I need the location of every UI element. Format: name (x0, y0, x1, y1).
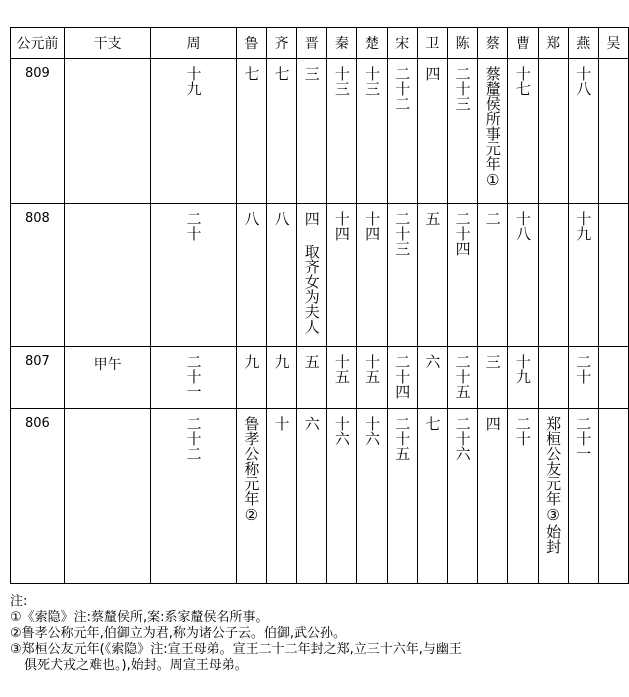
cell-text: 十九 (513, 354, 532, 384)
note-line: ①《索隐》注:蔡釐侯所,案:系家釐侯名所事。 (10, 610, 269, 625)
cell-text: 二十三 (393, 211, 412, 256)
cell-text: 八 (272, 211, 291, 226)
cell-text: 二十 (513, 416, 532, 446)
state-cell (357, 204, 387, 347)
cell-text: 四 取齐女为夫人 (302, 211, 321, 334)
cell-text: 十四 (363, 211, 382, 241)
cell-text: 五 (423, 211, 442, 226)
cell-text: 二十 (184, 211, 203, 241)
cell-text: 十九 (184, 66, 203, 96)
state-cell (266, 347, 296, 409)
state-cell (478, 204, 508, 347)
state-cell (508, 409, 538, 584)
state-cell (568, 59, 598, 204)
state-cell (448, 347, 478, 409)
footnotes (10, 594, 622, 674)
state-cell (508, 204, 538, 347)
note-line: 俱死犬戎之难也。),始封。周宣王母弟。 (24, 658, 248, 673)
state-cell (151, 59, 237, 204)
cell-text: 鲁孝公称元年② (242, 416, 261, 524)
cell-text: 十五 (363, 354, 382, 384)
state-cell (508, 347, 538, 409)
state-cell (478, 409, 508, 584)
state-cell (448, 409, 478, 584)
cell-text: 三 (483, 354, 502, 369)
ganzhi-cell (65, 204, 151, 347)
state-cell (357, 347, 387, 409)
cell-text: 八 (242, 211, 261, 226)
ganzhi-cell (65, 59, 151, 204)
state-cell (448, 59, 478, 204)
state-cell (478, 347, 508, 409)
cell-text: 十三 (332, 66, 351, 96)
column-header: 晋 (297, 28, 327, 59)
state-cell (297, 347, 327, 409)
cell-text: 二十四 (393, 354, 412, 399)
state-cell (538, 347, 568, 409)
notes-title: 注: (10, 594, 28, 609)
state-cell (598, 204, 628, 347)
cell-text: 六 (302, 416, 321, 431)
cell-text: 二十六 (453, 416, 472, 461)
column-header: 周 (151, 28, 237, 59)
ganzhi-cell: 甲午 (65, 347, 151, 409)
state-cell (297, 204, 327, 347)
column-header: 蔡 (478, 28, 508, 59)
state-cell (327, 409, 357, 584)
state-cell (151, 347, 237, 409)
column-header: 吴 (598, 28, 628, 59)
state-cell (236, 347, 266, 409)
column-header: 卫 (417, 28, 447, 59)
state-cell (568, 409, 598, 584)
cell-text: 二十 (574, 354, 593, 384)
column-header: 楚 (357, 28, 387, 59)
column-header: 秦 (327, 28, 357, 59)
state-cell (538, 409, 568, 584)
cell-text: 二十一 (184, 354, 203, 399)
cell-text: 六 (423, 354, 442, 369)
column-header: 燕 (568, 28, 598, 59)
cell-text: 七 (423, 416, 442, 431)
cell-text: 二十五 (453, 354, 472, 399)
table-row (11, 409, 629, 584)
ganzhi-cell (65, 409, 151, 584)
cell-text: 七 (242, 66, 261, 81)
state-cell (478, 59, 508, 204)
table-row (11, 59, 629, 204)
cell-text: 十三 (363, 66, 382, 96)
state-cell (417, 347, 447, 409)
state-cell (236, 59, 266, 204)
table-row (11, 347, 629, 409)
state-cell (598, 347, 628, 409)
state-cell (568, 347, 598, 409)
table-row (11, 204, 629, 347)
state-cell (266, 409, 296, 584)
column-header: 干支 (65, 28, 151, 59)
cell-text: 二十三 (453, 66, 472, 111)
cell-text: 二十二 (184, 416, 203, 461)
state-cell (266, 204, 296, 347)
column-header: 陈 (448, 28, 478, 59)
column-header: 曹 (508, 28, 538, 59)
cell-text: 七 (272, 66, 291, 81)
cell-text: 四 (423, 66, 442, 81)
state-cell (387, 409, 417, 584)
column-header: 齐 (266, 28, 296, 59)
cell-text: 十六 (332, 416, 351, 446)
state-cell (357, 59, 387, 204)
year-cell: 809 (11, 59, 65, 204)
cell-text: 十八 (574, 66, 593, 96)
state-cell (417, 409, 447, 584)
cell-text: 二十二 (393, 66, 412, 111)
state-cell (387, 204, 417, 347)
state-cell (417, 204, 447, 347)
state-cell (598, 409, 628, 584)
cell-text: 四 (483, 416, 502, 431)
cell-text: 二十一 (574, 416, 593, 461)
state-cell (266, 59, 296, 204)
header-row (11, 28, 629, 59)
state-cell (327, 59, 357, 204)
state-cell (151, 409, 237, 584)
state-cell (236, 204, 266, 347)
column-header: 公元前 (11, 28, 65, 59)
cell-text: 十 (272, 416, 291, 431)
state-cell (538, 59, 568, 204)
cell-text: 三 (302, 66, 321, 81)
note-line: ②鲁孝公称元年,伯御立为君,称为诸公子云。伯御,武公孙。 (10, 626, 347, 641)
state-cell (448, 204, 478, 347)
state-cell (151, 204, 237, 347)
year-cell: 807 (11, 347, 65, 409)
state-cell (236, 409, 266, 584)
cell-text: 二十四 (453, 211, 472, 256)
cell-text: 蔡釐侯所事元年① (483, 66, 502, 189)
state-cell (327, 347, 357, 409)
state-cell (357, 409, 387, 584)
state-cell (327, 204, 357, 347)
cell-text: 十四 (332, 211, 351, 241)
state-cell (417, 59, 447, 204)
state-cell (568, 204, 598, 347)
chronology-table (10, 27, 629, 584)
cell-text: 二十五 (393, 416, 412, 461)
cell-text: 五 (302, 354, 321, 369)
year-cell: 808 (11, 204, 65, 347)
state-cell (508, 59, 538, 204)
cell-text: 九 (272, 354, 291, 369)
column-header: 宋 (387, 28, 417, 59)
state-cell (538, 204, 568, 347)
state-cell (598, 59, 628, 204)
state-cell (297, 409, 327, 584)
cell-text: 九 (242, 354, 261, 369)
cell-text: 十五 (332, 354, 351, 384)
cell-text: 十六 (363, 416, 382, 446)
cell-text: 十七 (513, 66, 532, 96)
column-header: 郑 (538, 28, 568, 59)
note-line: ③郑桓公友元年(《索隐》注:宣王母弟。宣王二十二年封之郑,立三十六年,与幽王 (10, 642, 462, 657)
state-cell (297, 59, 327, 204)
year-cell: 806 (11, 409, 65, 584)
cell-text: 郑桓公友元年③始封 (544, 416, 563, 554)
state-cell (387, 59, 417, 204)
state-cell (387, 347, 417, 409)
cell-text: 二 (483, 211, 502, 226)
cell-text: 十八 (513, 211, 532, 241)
cell-text: 十九 (574, 211, 593, 241)
column-header: 鲁 (236, 28, 266, 59)
